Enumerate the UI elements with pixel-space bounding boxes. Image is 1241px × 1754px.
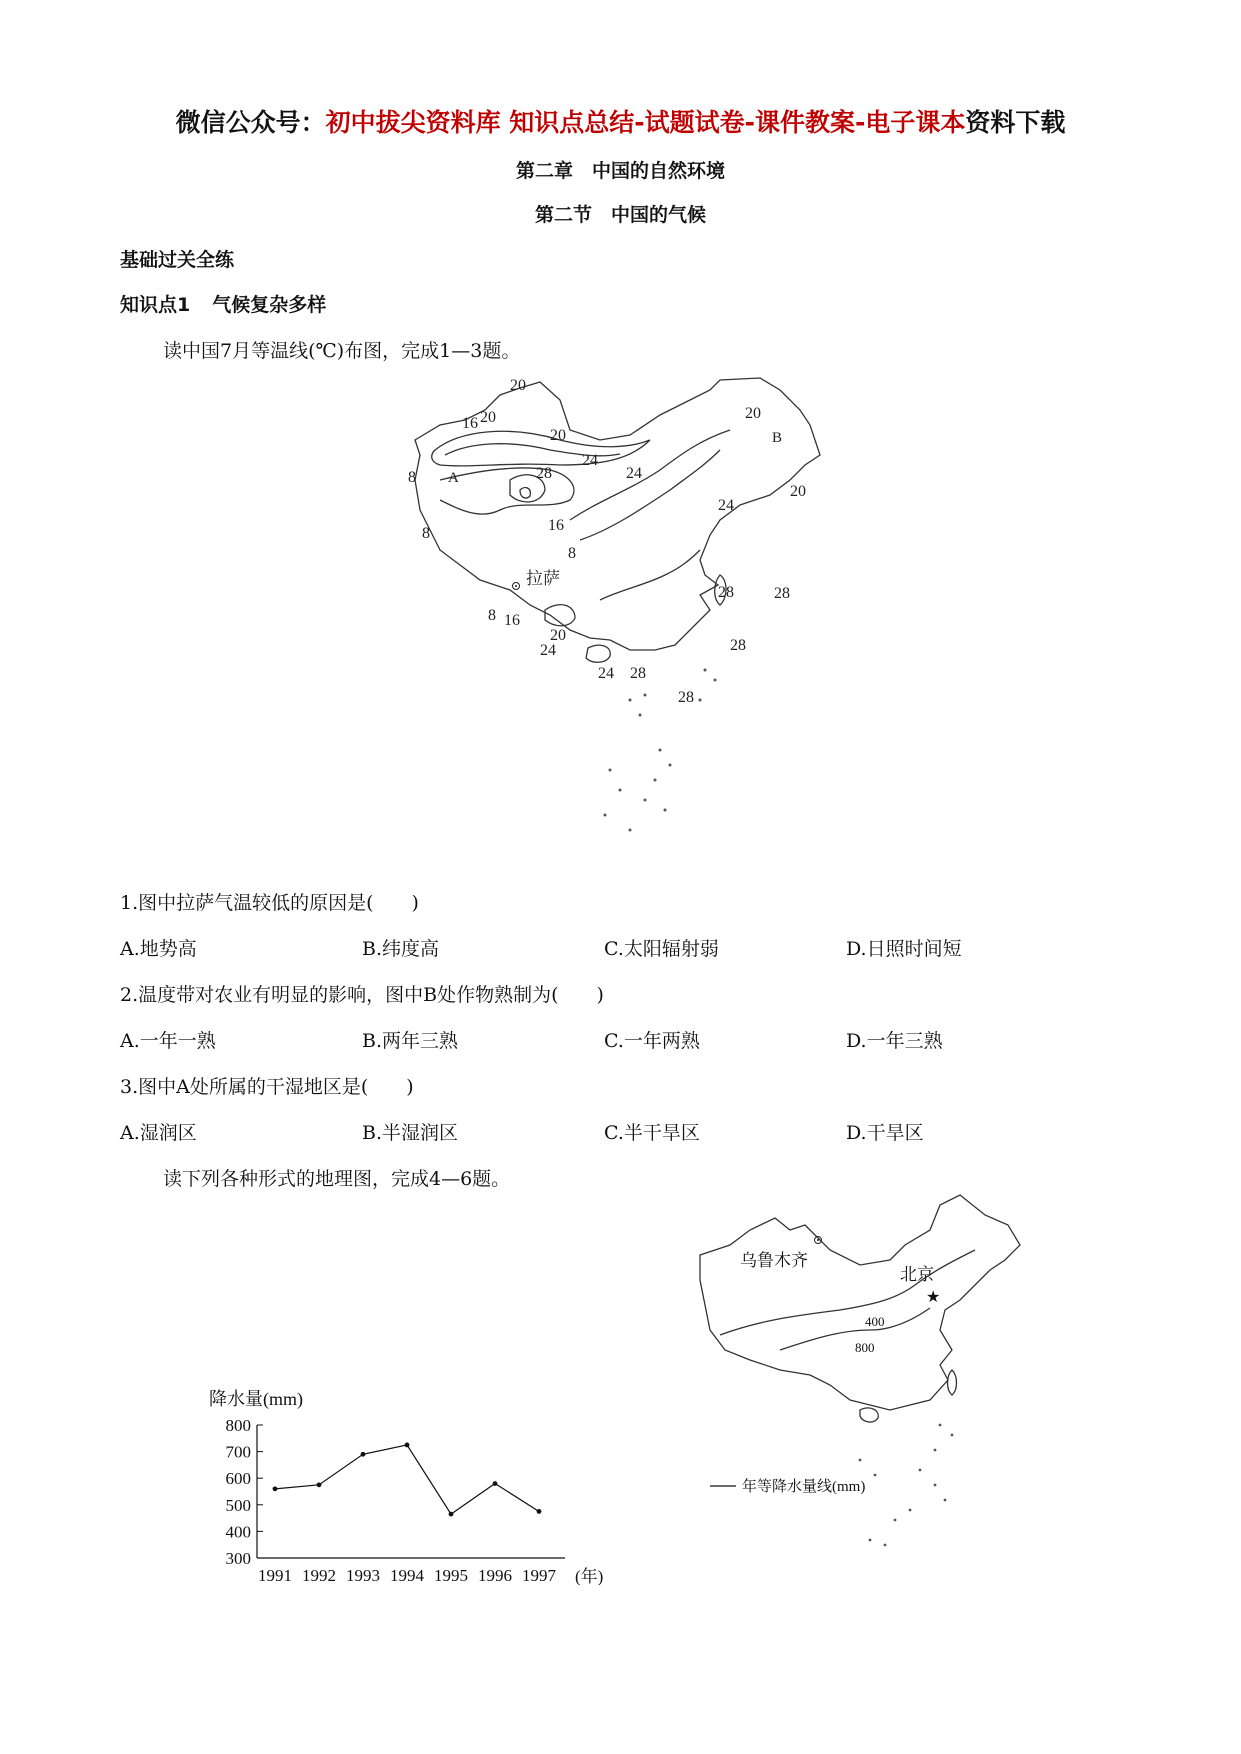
city-label-lhasa: 拉萨 <box>526 569 560 588</box>
x-tick-label: 1993 <box>346 1566 380 1585</box>
practice-title: 基础过关全练 <box>120 249 235 271</box>
knowledge-point-title: 气候复杂多样 <box>212 294 327 316</box>
map1-label: 24 <box>540 642 556 659</box>
map1-label: 20 <box>550 427 566 444</box>
y-tick-label: 400 <box>225 1522 251 1542</box>
intro-text-1: 读中国7月等温线(℃)布图，完成1—3题。 <box>163 340 521 362</box>
data-point <box>273 1486 278 1491</box>
isotherm-8 <box>520 488 530 498</box>
question-2-option-a: A.一年一熟 <box>120 1030 216 1052</box>
knowledge-point-label: 知识点1 <box>120 294 191 316</box>
hainan-2 <box>860 1408 878 1422</box>
star-icon: ★ <box>926 1289 941 1306</box>
banner-ad <box>0 103 1241 139</box>
y-tick-label: 500 <box>225 1495 251 1515</box>
question-1-stem: 1.图中拉萨气温较低的原因是( ) <box>120 892 419 914</box>
isotherm-tibet <box>440 468 574 514</box>
legend-label: 年等降水量线(mm) <box>742 1479 866 1495</box>
series-line <box>275 1445 539 1514</box>
china-outline-2 <box>700 1195 1020 1410</box>
y-tick-label: 700 <box>225 1442 251 1462</box>
map1-label: 28 <box>730 637 746 654</box>
banner-suffix: 资料下载 <box>965 108 1066 137</box>
y-tick-label: 800 <box>225 1416 251 1435</box>
isoline-label-400: 400 <box>865 1314 885 1329</box>
question-1-option-b: B.纬度高 <box>362 938 440 960</box>
data-point <box>449 1512 454 1517</box>
precipitation-line-chart <box>205 1385 625 1585</box>
data-point <box>361 1452 366 1457</box>
map1-label: 8 <box>488 607 496 624</box>
question-1-option-a: A.地势高 <box>120 938 197 960</box>
map1-label: 28 <box>774 585 790 602</box>
map1-label: 28 <box>536 465 552 482</box>
map1-label: 8 <box>568 545 576 562</box>
map1-label: 20 <box>550 627 566 644</box>
chart-y-axis-title: 降水量(mm) <box>209 1389 303 1409</box>
map-label-a: A <box>448 470 459 486</box>
banner-prefix: 微信公众号： <box>175 108 326 137</box>
question-1-option-d: D.日照时间短 <box>846 938 962 960</box>
map1-label: 8 <box>408 469 416 486</box>
question-3-option-a: A.湿润区 <box>120 1122 197 1144</box>
question-2-option-c: C.一年两熟 <box>604 1030 700 1052</box>
map1-label: 20 <box>745 405 761 422</box>
chart-x-axis-title: (年) <box>575 1567 604 1585</box>
map1-label: 24 <box>626 465 642 482</box>
isoline-label-800: 800 <box>855 1340 875 1355</box>
isotherm-28-south <box>600 550 700 600</box>
data-point <box>493 1481 498 1486</box>
banner-highlight: 初中拔尖资料库 知识点总结-试题试卷-课件教案-电子课本 <box>325 108 966 137</box>
intro-text-2: 读下列各种形式的地理图，完成4—6题。 <box>163 1168 511 1190</box>
taiwan-2 <box>948 1370 957 1395</box>
hainan-outline <box>586 645 610 662</box>
map1-label: 28 <box>678 689 694 706</box>
data-point <box>537 1509 542 1514</box>
map1-label: 28 <box>718 584 734 601</box>
question-3-stem: 3.图中A处所属的干湿地区是( ) <box>120 1076 414 1098</box>
city-label-beijing: 北京 <box>900 1265 934 1284</box>
question-3-option-d: D.干旱区 <box>846 1122 924 1144</box>
map1-label: 16 <box>504 612 520 629</box>
knowledge-point-heading <box>120 290 326 317</box>
map1-label: 24 <box>582 452 598 469</box>
y-tick-label: 600 <box>225 1469 251 1489</box>
isotherm-24-east <box>580 450 720 540</box>
question-2-option-d: D.一年三熟 <box>846 1030 943 1052</box>
question-2-option-b: B.两年三熟 <box>362 1030 459 1052</box>
isotherm-20-east <box>570 430 730 520</box>
july-isotherm-map <box>400 370 840 850</box>
map1-label: 16 <box>462 415 478 432</box>
map1-label: 20 <box>790 483 806 500</box>
question-2-stem: 2.温度带对农业有明显的影响，图中B处作物熟制为( ) <box>120 984 604 1006</box>
map1-label: 20 <box>480 409 496 426</box>
map1-label: 20 <box>510 377 526 394</box>
chapter-title: 第二章 中国的自然环境 <box>515 160 725 182</box>
question-3-option-c: C.半干旱区 <box>604 1122 700 1144</box>
map-label-b: B <box>772 430 783 446</box>
data-point <box>317 1482 322 1487</box>
precipitation-map <box>690 1190 1030 1570</box>
y-tick-label: 300 <box>225 1549 251 1568</box>
map1-label: 8 <box>422 525 430 542</box>
map1-label: 16 <box>548 517 564 534</box>
question-1-option-c: C.太阳辐射弱 <box>604 938 719 960</box>
map1-label: 28 <box>630 665 646 682</box>
x-tick-label: 1992 <box>302 1566 336 1585</box>
city-label-urumqi: 乌鲁木齐 <box>740 1251 808 1270</box>
map1-label: 24 <box>598 665 614 682</box>
map1-label: 24 <box>718 497 734 514</box>
x-tick-label: 1991 <box>258 1566 292 1585</box>
question-3-option-b: B.半湿润区 <box>362 1122 459 1144</box>
x-tick-label: 1997 <box>522 1566 556 1585</box>
x-tick-label: 1994 <box>390 1566 424 1585</box>
x-tick-label: 1996 <box>478 1566 512 1585</box>
section-title: 第二节 中国的气候 <box>534 204 706 226</box>
data-point <box>405 1443 410 1448</box>
x-tick-label: 1995 <box>434 1566 468 1585</box>
